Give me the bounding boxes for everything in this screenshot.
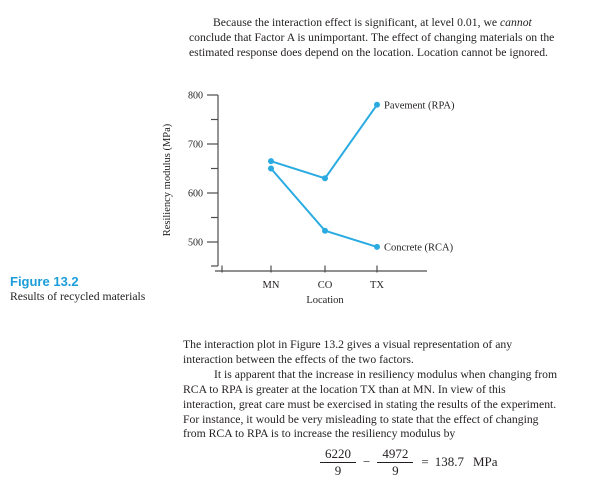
interaction-plot xyxy=(155,88,495,320)
fraction-2-denominator: 9 xyxy=(392,462,399,478)
fraction-1-numerator: 6220 xyxy=(320,447,356,463)
series-label: Pavement (RPA) xyxy=(384,100,455,112)
data-point xyxy=(322,175,328,181)
text-line: interaction, great care must be exercised in stating the results of the experiment. xyxy=(183,397,557,411)
data-point xyxy=(268,166,274,172)
equals-sign: = xyxy=(421,454,429,470)
body-paragraphs xyxy=(183,338,597,442)
series-label: Concrete (RCA) xyxy=(384,242,454,254)
data-point xyxy=(374,102,380,108)
fraction-1 xyxy=(320,447,356,477)
y-tick-label: 600 xyxy=(188,188,203,200)
y-axis-label: Resiliency modulus (MPa) xyxy=(162,123,173,237)
figure-caption-label: Figure 13.2 xyxy=(10,274,79,289)
x-tick-label: TX xyxy=(370,280,384,291)
text-line: It is apparent that the increase in resiliency modulus when changing from xyxy=(214,367,558,381)
series-line xyxy=(271,105,377,179)
formula-unit: MPa xyxy=(472,454,498,470)
x-axis-label: Location xyxy=(306,295,344,306)
y-tick-label: 700 xyxy=(188,139,203,151)
intro-paragraph xyxy=(189,15,599,60)
figure-13-2-chart xyxy=(155,88,495,320)
fraction-2 xyxy=(377,447,413,477)
minus-operator: − xyxy=(363,454,371,470)
text-line: estimated response does depend on the location. Location cannot be ignored. xyxy=(189,46,548,59)
y-tick-label: 500 xyxy=(188,237,203,249)
formula xyxy=(320,447,498,477)
formula-result: 138.7 xyxy=(434,454,464,470)
text-line: RCA to RPA is greater at the location TX than at MN. In view of this xyxy=(183,382,506,396)
y-tick-label: 800 xyxy=(188,90,203,102)
text-line: conclude that Factor A is unimportant. The effect of changing materials on the xyxy=(189,31,555,44)
fraction-2-numerator: 4972 xyxy=(377,447,413,463)
fraction-1-denominator: 9 xyxy=(334,462,342,478)
x-tick-label: MN xyxy=(262,280,280,291)
text-line: interaction between the effects of the two factors. xyxy=(183,352,414,366)
figure-caption-title: Results of recycled materials xyxy=(10,290,146,303)
text-line: The interaction plot in Figure 13.2 gives a visual representation of any xyxy=(183,338,513,351)
text-line: from RCA to RPA is to increase the resiliency modulus by xyxy=(183,427,456,441)
figure-caption xyxy=(10,274,145,304)
text-line: Because the interaction effect is significant, at level 0.01, we cannot xyxy=(213,16,532,29)
data-point xyxy=(322,228,328,234)
data-point xyxy=(374,244,380,250)
x-tick-label: CO xyxy=(317,280,333,291)
data-point xyxy=(268,158,274,164)
text-line: For instance, it would be very misleading to state that the effect of changing xyxy=(183,412,539,426)
